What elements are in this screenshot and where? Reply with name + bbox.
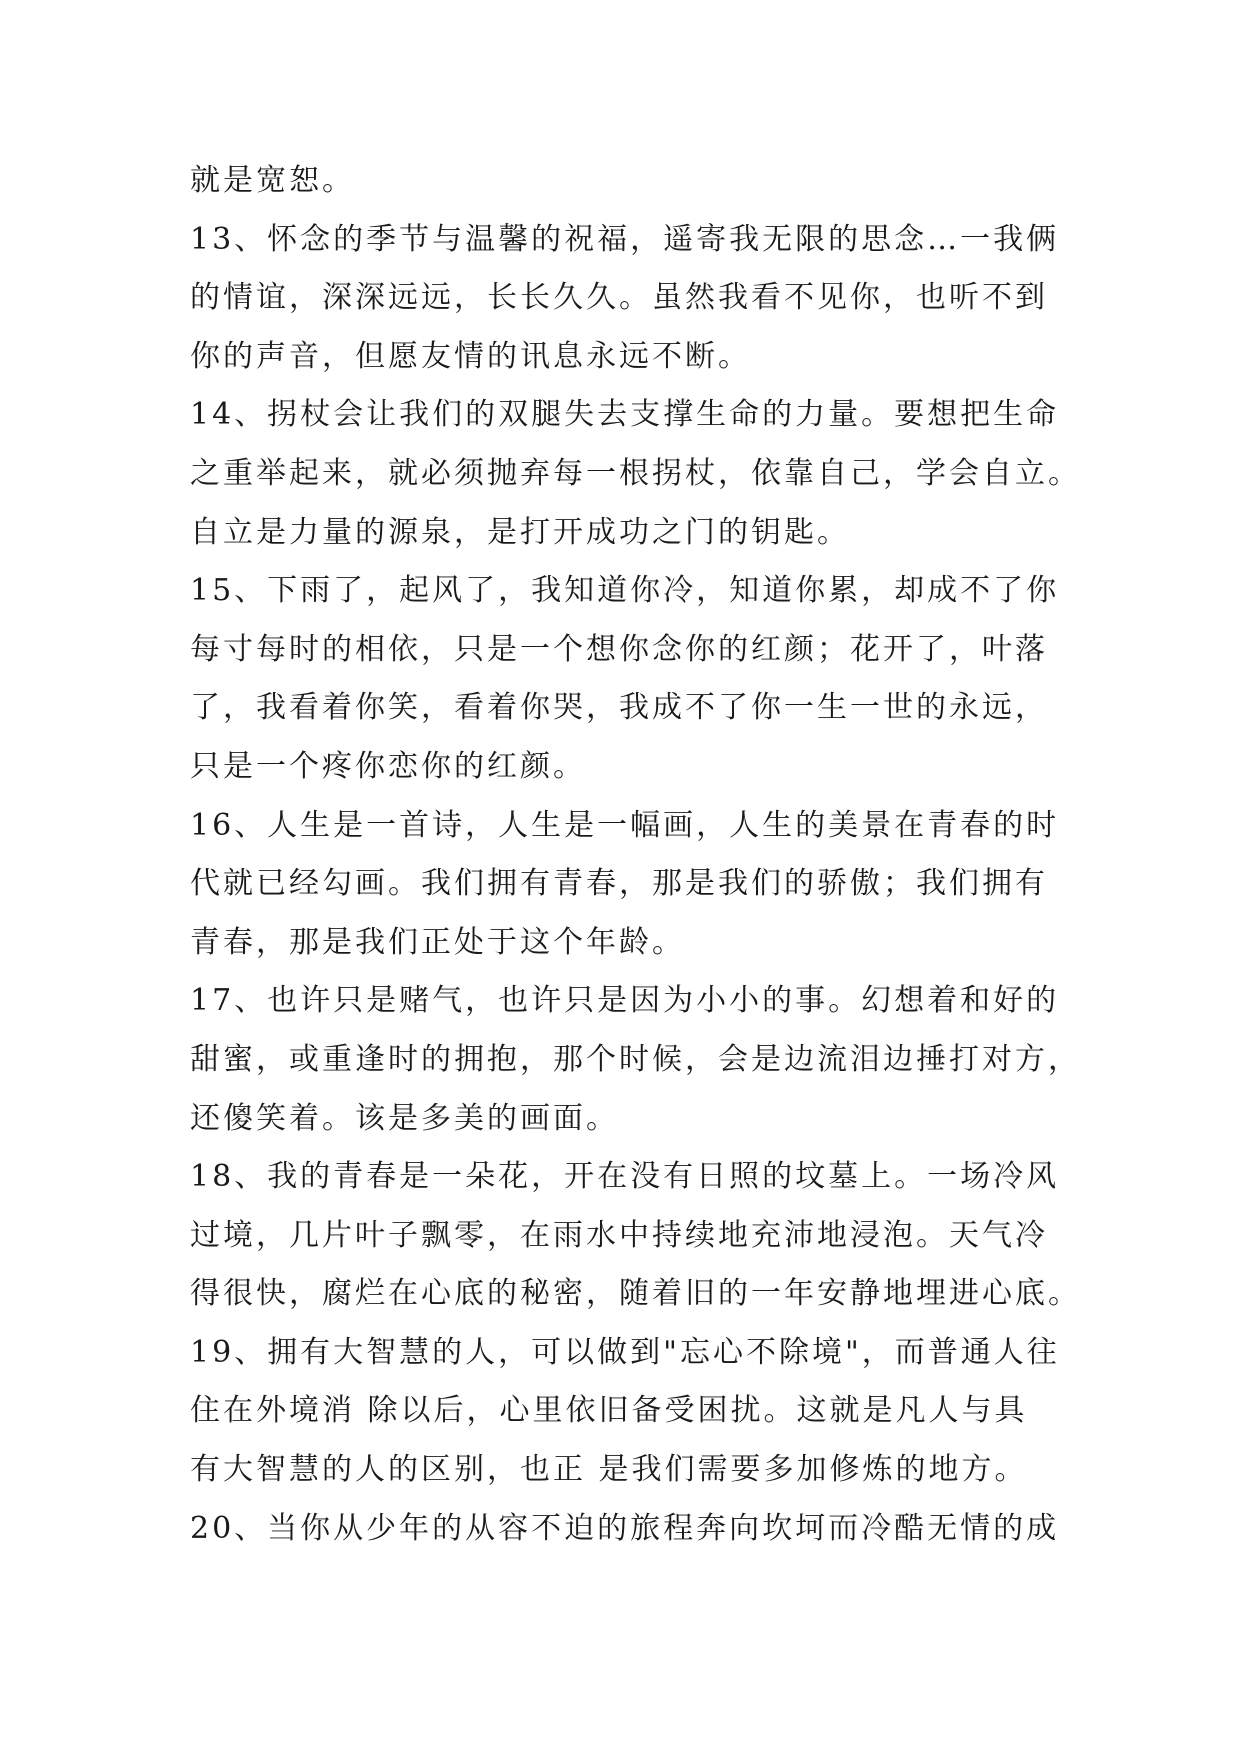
text-line: 16、人生是一首诗，人生是一幅画，人生的美景在青春的时	[190, 807, 1060, 843]
text-line: 住在外境消 除以后，心里依旧备受困扰。这就是凡人与具	[190, 1393, 1028, 1429]
text-line: 过境，几片叶子飘零，在雨水中持续地充沛地浸泡。天气冷	[190, 1217, 1048, 1253]
text-line: 得很快，腐烂在心底的秘密，随着旧的一年安静地埋进心底。	[190, 1276, 1081, 1312]
document-body	[190, 152, 1081, 1558]
text-line: 自立是力量的源泉，是打开成功之门的钥匙。	[190, 514, 850, 550]
text-line: 代就已经勾画。我们拥有青春，那是我们的骄傲；我们拥有	[190, 866, 1048, 902]
text-line: 13、怀念的季节与温馨的祝福，遥寄我无限的思念…一我俩	[190, 221, 1060, 257]
text-line: 有大智慧的人的区别，也正 是我们需要多加修炼的地方。	[190, 1452, 1028, 1488]
text-line: 18、我的青春是一朵花，开在没有日照的坟墓上。一场冷风	[190, 1159, 1060, 1195]
text-line: 之重举起来，就必须抛弃每一根拐杖，依靠自己，学会自立。	[190, 455, 1081, 491]
text-line: 了，我看着你笑，看着你哭，我成不了你一生一世的永远，	[190, 690, 1048, 726]
text-line: 的情谊，深深远远，长长久久。虽然我看不见你，也听不到	[190, 280, 1048, 316]
text-line: 青春，那是我们正处于这个年龄。	[190, 924, 685, 960]
text-line: 20、当你从少年的从容不迫的旅程奔向坎坷而冷酷无情的成	[190, 1510, 1060, 1546]
text-line: 15、下雨了，起风了，我知道你冷，知道你累，却成不了你	[190, 573, 1060, 609]
text-line: 19、拥有大智慧的人，可以做到"忘心不除境"，而普通人往	[190, 1334, 1060, 1370]
text-line: 就是宽恕。	[190, 163, 355, 198]
text-line: 只是一个疼你恋你的红颜。	[190, 748, 586, 784]
text-line: 17、也许只是赌气，也许只是因为小小的事。幻想着和好的	[190, 983, 1060, 1019]
text-line: 每寸每时的相依，只是一个想你念你的红颜；花开了，叶落	[190, 631, 1048, 667]
text-line: 甜蜜，或重逢时的拥抱，那个时候，会是边流泪边捶打对方，	[190, 1041, 1081, 1077]
text-line: 还傻笑着。该是多美的画面。	[190, 1100, 619, 1136]
text-line: 14、拐杖会让我们的双腿失去支撑生命的力量。要想把生命	[190, 397, 1060, 433]
text-line: 你的声音，但愿友情的讯息永远不断。	[190, 338, 751, 374]
